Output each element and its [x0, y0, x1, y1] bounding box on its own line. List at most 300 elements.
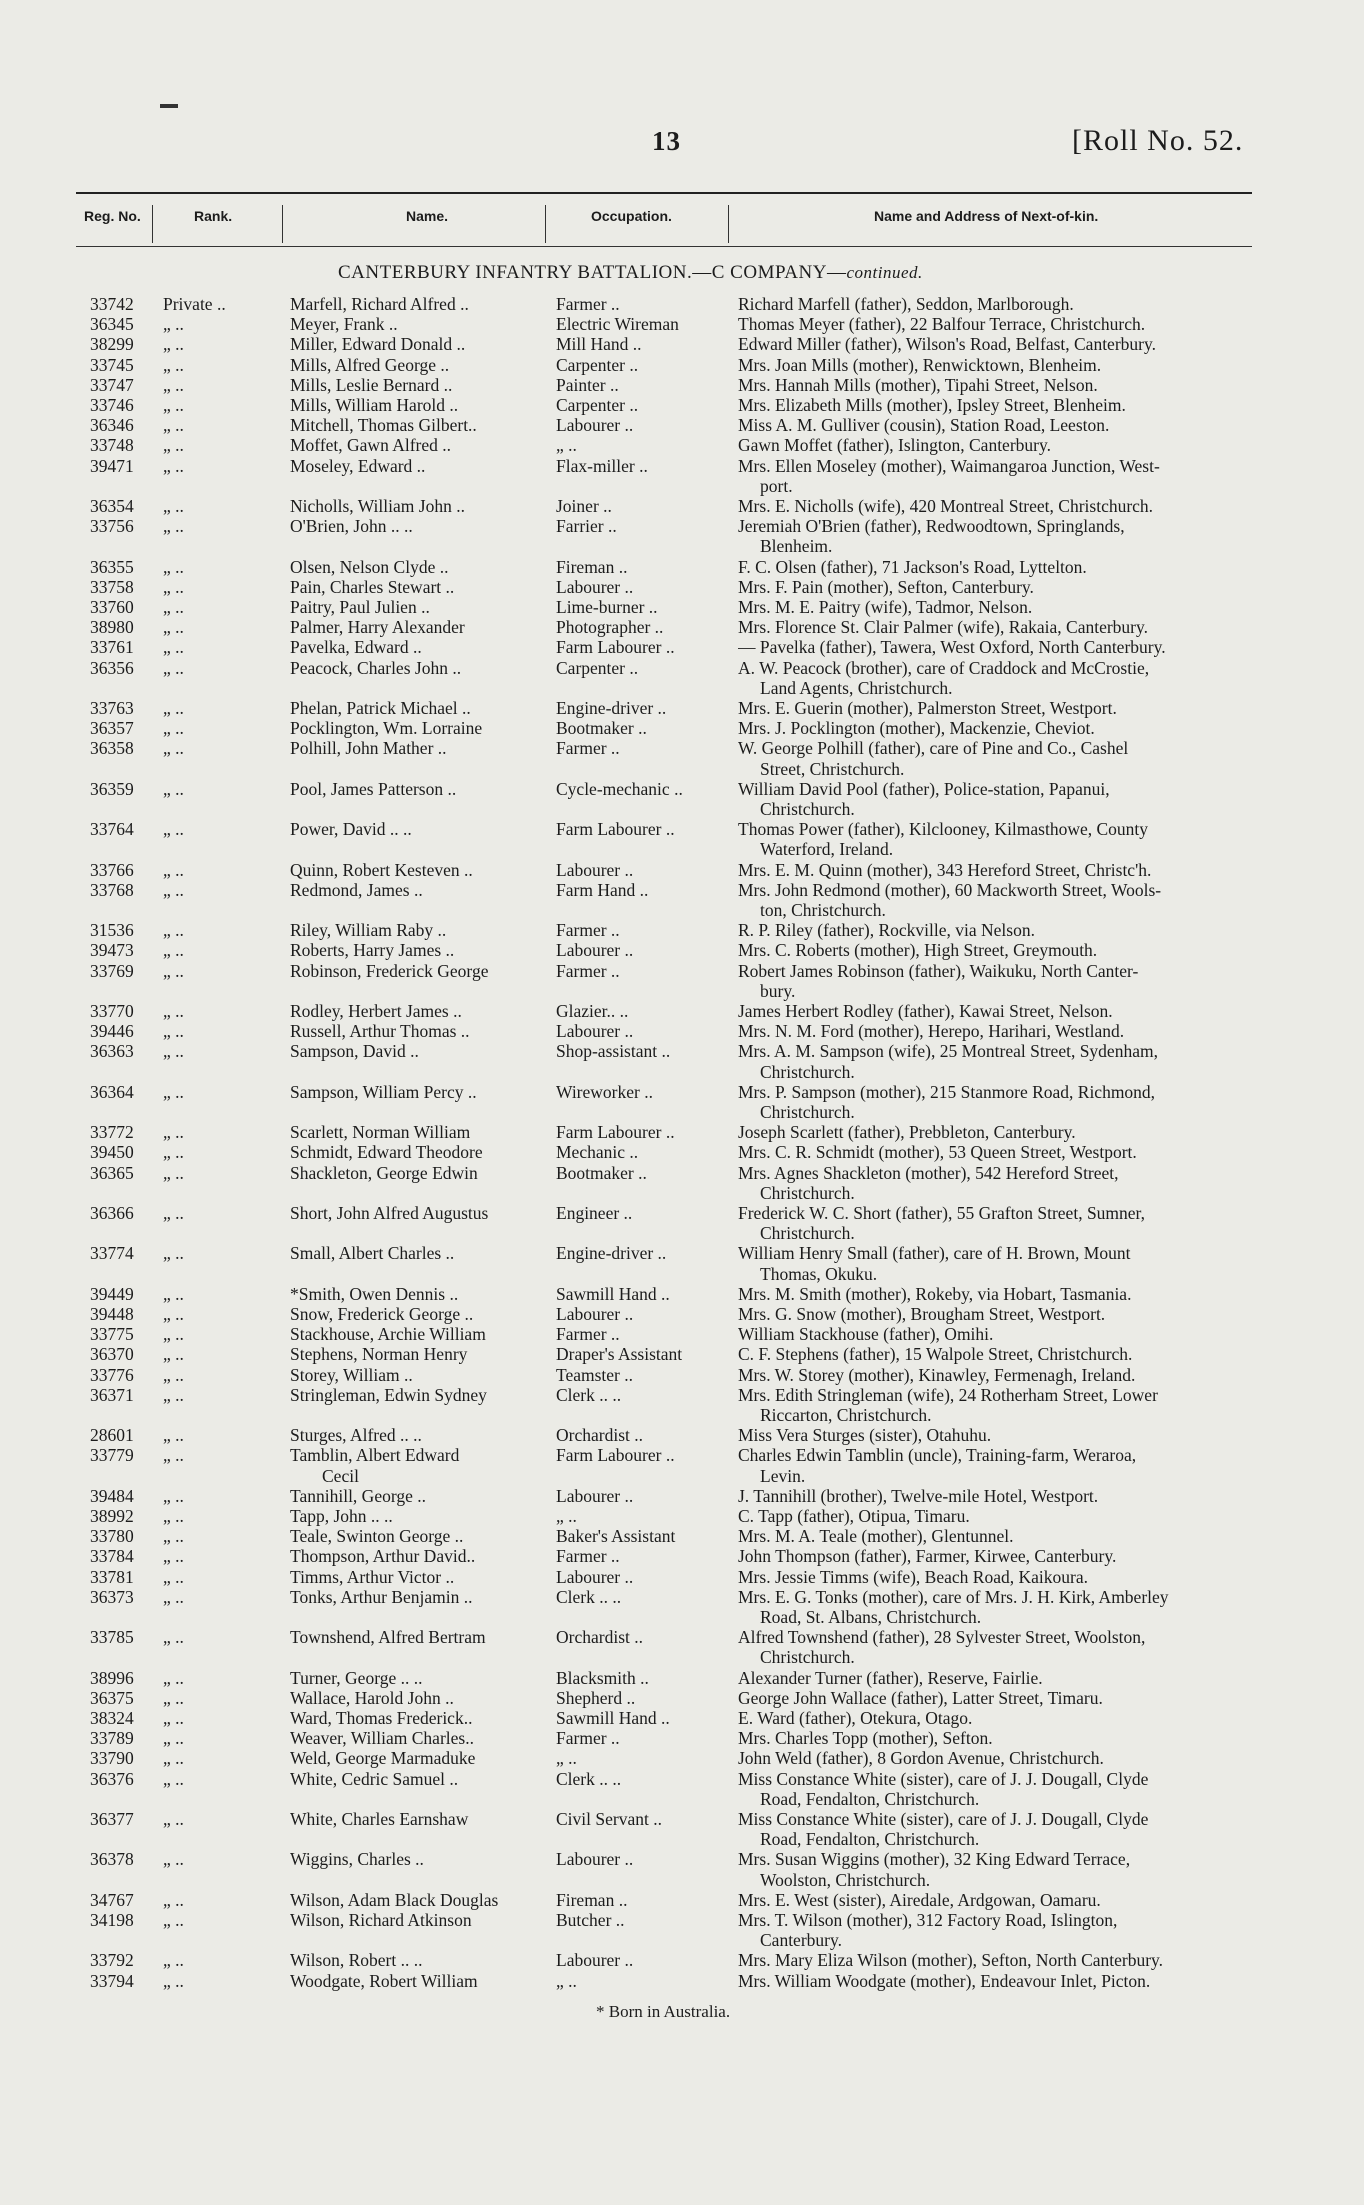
- table-row: [0, 1546, 1364, 1566]
- next-of-kin-cell: Mrs. Mary Eliza Wilson (mother), Sefton, North Canterbury.: [738, 1950, 1164, 1971]
- name-cell: Weaver, William Charles..: [290, 1728, 474, 1749]
- name-cell: Quinn, Robert Kesteven ..: [290, 859, 473, 880]
- reg-no-cell: 31536: [90, 920, 134, 941]
- table-row: [0, 920, 1364, 940]
- reg-no-cell: 38324: [90, 1708, 134, 1728]
- reg-no-cell: 36373: [90, 1586, 134, 1607]
- reg-no-cell: 36356: [90, 657, 134, 678]
- reg-no-cell: 33794: [90, 1970, 134, 1991]
- rank-cell: „ ..: [163, 1344, 184, 1365]
- next-of-kin-cell: Joseph Scarlett (father), Prebbleton, Canterbury.: [738, 1122, 1076, 1143]
- next-of-kin-cell: William David Pool (father), Police-station, Papanui,: [738, 778, 1110, 799]
- next-of-kin-cell: R. P. Riley (father), Rockville, via Nelson.: [738, 920, 1035, 941]
- name-cell: Moseley, Edward ..: [290, 455, 426, 476]
- table-row: [0, 860, 1364, 880]
- table-row: [0, 617, 1364, 637]
- rank-cell: „ ..: [163, 576, 184, 597]
- table-row: [0, 1950, 1364, 1970]
- next-of-kin-cell: Mrs. Edith Stringleman (wife), 24 Rotherham Street, Lower: [738, 1384, 1158, 1405]
- next-of-kin-cell: James Herbert Rodley (father), Kawai Street, Nelson.: [738, 1001, 1113, 1021]
- table-row: [0, 658, 1364, 698]
- next-of-kin-continuation: Thomas, Okuku.: [760, 1263, 878, 1284]
- next-of-kin-cell: C. Tapp (father), Otipua, Timaru.: [738, 1506, 970, 1526]
- header-divider: [152, 205, 153, 243]
- reg-no-cell: 38992: [90, 1506, 134, 1526]
- table-row: [0, 1688, 1364, 1708]
- table-row: [0, 1971, 1364, 1991]
- table-row: [0, 496, 1364, 516]
- next-of-kin-cell: Mrs. M. A. Teale (mother), Glentunnel.: [738, 1526, 1014, 1547]
- rank-cell: „ ..: [163, 1586, 184, 1607]
- occupation-cell: Engine-driver ..: [556, 698, 667, 718]
- rank-cell: „ ..: [163, 1081, 184, 1102]
- table-row: [0, 1142, 1364, 1162]
- name-cell: Weld, George Marmaduke: [290, 1748, 476, 1769]
- occupation-cell: Shepherd ..: [556, 1687, 636, 1708]
- table-row: [0, 1809, 1364, 1849]
- name-cell: Townshend, Alfred Bertram: [290, 1627, 486, 1648]
- occupation-cell: Bootmaker ..: [556, 1162, 647, 1183]
- rank-cell: „ ..: [163, 1041, 184, 1062]
- table-row: [0, 516, 1364, 556]
- occupation-cell: Lime-burner ..: [556, 597, 658, 617]
- name-cell: Tonks, Arthur Benjamin ..: [290, 1586, 473, 1607]
- next-of-kin-cell: Robert James Robinson (father), Waikuku, North Canter-: [738, 960, 1139, 981]
- name-cell: Short, John Alfred Augustus: [290, 1203, 489, 1223]
- next-of-kin-cell: Miss Constance White (sister), care of J. J. Dougall, Clyde: [738, 1809, 1149, 1829]
- occupation-cell: Fireman ..: [556, 556, 628, 577]
- table-row: [0, 1728, 1364, 1748]
- rank-cell: „ ..: [163, 1243, 184, 1264]
- table-row: [0, 1567, 1364, 1587]
- next-of-kin-cell: Thomas Power (father), Kilclooney, Kilmasthowe, County: [738, 819, 1149, 840]
- rank-cell: „ ..: [163, 1485, 184, 1506]
- reg-no-cell: 33775: [90, 1324, 134, 1345]
- name-cell: Thompson, Arthur David..: [290, 1546, 476, 1567]
- occupation-cell: Flax-miller ..: [556, 455, 648, 476]
- reg-no-cell: 36364: [90, 1081, 134, 1102]
- reg-no-cell: 28601: [90, 1425, 134, 1446]
- occupation-cell: Fireman ..: [556, 1889, 628, 1910]
- roll-label: [Roll No. 52.: [1072, 124, 1244, 157]
- rank-cell: „ ..: [163, 334, 184, 355]
- rank-cell: „ ..: [163, 1728, 184, 1749]
- next-of-kin-continuation: Land Agents, Christchurch.: [760, 677, 953, 698]
- reg-no-cell: 39484: [90, 1485, 134, 1506]
- occupation-cell: Draper's Assistant: [556, 1344, 683, 1365]
- reg-no-cell: 33766: [90, 859, 134, 880]
- table-row: [0, 961, 1364, 1001]
- next-of-kin-cell: W. George Polhill (father), care of Pine and Co., Cashel: [738, 738, 1129, 759]
- table-row: [0, 375, 1364, 395]
- reg-no-cell: 36358: [90, 738, 134, 759]
- section-title: CANTERBURY INFANTRY BATTALION.—C COMPANY—: [338, 262, 847, 283]
- rank-cell: „ ..: [163, 879, 184, 900]
- occupation-cell: Carpenter ..: [556, 354, 639, 375]
- next-of-kin-continuation: Riccarton, Christchurch.: [760, 1404, 932, 1425]
- reg-no-cell: 38996: [90, 1667, 134, 1688]
- name-cell: Nicholls, William John ..: [290, 496, 465, 516]
- name-cell: Peacock, Charles John ..: [290, 657, 462, 678]
- occupation-cell: Labourer ..: [556, 1566, 634, 1587]
- rank-cell: „ ..: [163, 1910, 184, 1930]
- table-row: [0, 940, 1364, 960]
- rank-cell: „ ..: [163, 395, 184, 415]
- reg-no-cell: 33785: [90, 1627, 134, 1648]
- rank-cell: „ ..: [163, 455, 184, 476]
- occupation-cell: Labourer ..: [556, 1950, 634, 1971]
- name-cell: Small, Albert Charles ..: [290, 1243, 455, 1264]
- next-of-kin-cell: William Stackhouse (father), Omihi.: [738, 1324, 994, 1345]
- rank-cell: „ ..: [163, 738, 184, 759]
- header-name: Name.: [406, 208, 449, 224]
- next-of-kin-cell: William Henry Small (father), care of H. Brown, Mount: [738, 1243, 1131, 1264]
- next-of-kin-cell: Mrs. Elizabeth Mills (mother), Ipsley Street, Blenheim.: [738, 395, 1126, 415]
- reg-no-cell: 33748: [90, 435, 134, 456]
- reg-no-cell: 33758: [90, 576, 134, 597]
- next-of-kin-cell: Charles Edwin Tamblin (uncle), Training-farm, Weraroa,: [738, 1445, 1137, 1466]
- header-top-rule: [76, 192, 1252, 194]
- occupation-cell: Farm Labourer ..: [556, 637, 675, 658]
- name-cell: O'Brien, John .. ..: [290, 516, 413, 537]
- name-cell: Shackleton, George Edwin: [290, 1162, 478, 1183]
- name-cell: Rodley, Herbert James ..: [290, 1001, 462, 1021]
- table-row: [0, 637, 1364, 657]
- name-cell: Redmond, James ..: [290, 879, 423, 900]
- name-cell: Ward, Thomas Frederick..: [290, 1708, 473, 1728]
- table-row: [0, 1627, 1364, 1667]
- table-row: [0, 1041, 1364, 1081]
- reg-no-cell: 36355: [90, 556, 134, 577]
- reg-no-cell: 36376: [90, 1768, 134, 1789]
- occupation-cell: Farmer ..: [556, 1546, 620, 1567]
- occupation-cell: Farm Labourer ..: [556, 819, 675, 840]
- rank-cell: „ ..: [163, 778, 184, 799]
- rank-cell: „ ..: [163, 1142, 184, 1163]
- reg-no-cell: 36365: [90, 1162, 134, 1183]
- header-divider: [728, 205, 729, 243]
- next-of-kin-cell: C. F. Stephens (father), 15 Walpole Street, Christchurch.: [738, 1344, 1133, 1365]
- reg-no-cell: 33760: [90, 597, 134, 617]
- next-of-kin-continuation: ton, Christchurch.: [760, 899, 886, 920]
- table-row: [0, 1486, 1364, 1506]
- table-row: [0, 1163, 1364, 1203]
- occupation-cell: Civil Servant ..: [556, 1809, 662, 1829]
- next-of-kin-cell: Mrs. T. Wilson (mother), 312 Factory Road, Islington,: [738, 1910, 1118, 1930]
- table-row: [0, 1587, 1364, 1627]
- table-row: [0, 1365, 1364, 1385]
- next-of-kin-continuation: Christchurch.: [760, 1647, 855, 1668]
- next-of-kin-continuation: Road, St. Albans, Christchurch.: [760, 1606, 982, 1627]
- next-of-kin-cell: Mrs. Charles Topp (mother), Sefton.: [738, 1728, 993, 1749]
- table-row: [0, 1425, 1364, 1445]
- name-cell: White, Charles Earnshaw: [290, 1809, 469, 1829]
- next-of-kin-continuation: Christchurch.: [760, 1101, 855, 1122]
- rank-cell: „ ..: [163, 556, 184, 577]
- rank-cell: „ ..: [163, 1021, 184, 1042]
- name-cell: Stackhouse, Archie William: [290, 1324, 486, 1345]
- next-of-kin-cell: Mrs. M. E. Paitry (wife), Tadmor, Nelson.: [738, 597, 1033, 617]
- header-bottom-rule: [76, 246, 1252, 247]
- reg-no-cell: 33779: [90, 1445, 134, 1466]
- next-of-kin-cell: Mrs. E. Guerin (mother), Palmerston Street, Westport.: [738, 698, 1117, 718]
- next-of-kin-continuation: Christchurch.: [760, 798, 855, 819]
- table-row: [0, 415, 1364, 435]
- name-cell: Meyer, Frank ..: [290, 314, 398, 335]
- reg-no-cell: 36366: [90, 1203, 134, 1223]
- table-row: [0, 557, 1364, 577]
- next-of-kin-cell: Mrs. G. Snow (mother), Brougham Street, Westport.: [738, 1304, 1106, 1324]
- next-of-kin-cell: Miss Vera Sturges (sister), Otahuhu.: [738, 1425, 992, 1446]
- rank-cell: Private ..: [163, 294, 226, 314]
- table-row: [0, 1001, 1364, 1021]
- table-row: [0, 355, 1364, 375]
- table-row: [0, 1203, 1364, 1243]
- header-reg-no: Reg. No.: [84, 208, 141, 224]
- occupation-cell: Labourer ..: [556, 940, 634, 961]
- reg-no-cell: 33756: [90, 516, 134, 537]
- name-cell: Russell, Arthur Thomas ..: [290, 1021, 470, 1042]
- rank-cell: „ ..: [163, 415, 184, 436]
- name-cell: Tamblin, Albert Edward: [290, 1445, 460, 1466]
- next-of-kin-continuation: Waterford, Ireland.: [760, 839, 894, 860]
- table-row: [0, 577, 1364, 597]
- rank-cell: „ ..: [163, 859, 184, 880]
- occupation-cell: Engineer ..: [556, 1203, 633, 1223]
- footnote: * Born in Australia.: [596, 2002, 731, 2021]
- rank-cell: „ ..: [163, 657, 184, 678]
- name-continuation: Cecil: [322, 1465, 359, 1486]
- name-cell: Timms, Arthur Victor ..: [290, 1566, 455, 1587]
- occupation-cell: Cycle-mechanic ..: [556, 778, 683, 799]
- next-of-kin-continuation: Christchurch.: [760, 1223, 855, 1244]
- occupation-cell: Baker's Assistant: [556, 1526, 676, 1547]
- occupation-cell: „ ..: [556, 1748, 577, 1769]
- occupation-cell: Painter ..: [556, 374, 619, 395]
- next-of-kin-cell: Mrs. E. G. Tonks (mother), care of Mrs. J. H. Kirk, Amberley: [738, 1586, 1169, 1607]
- reg-no-cell: 36345: [90, 314, 134, 335]
- rank-cell: „ ..: [163, 435, 184, 456]
- header-divider: [545, 205, 546, 243]
- next-of-kin-cell: Mrs. E. West (sister), Airedale, Ardgowan, Oamaru.: [738, 1889, 1101, 1910]
- reg-no-cell: 33772: [90, 1122, 134, 1143]
- next-of-kin-continuation: Street, Christchurch.: [760, 758, 905, 779]
- reg-no-cell: 36377: [90, 1809, 134, 1829]
- name-cell: Storey, William ..: [290, 1364, 413, 1385]
- next-of-kin-cell: Mrs. Hannah Mills (mother), Tipahi Street, Nelson.: [738, 374, 1098, 395]
- reg-no-cell: 36363: [90, 1041, 134, 1062]
- next-of-kin-cell: Edward Miller (father), Wilson's Road, Belfast, Canterbury.: [738, 334, 1156, 355]
- next-of-kin-cell: E. Ward (father), Otekura, Otago.: [738, 1708, 973, 1728]
- next-of-kin-cell: Mrs. William Woodgate (mother), Endeavour Inlet, Picton.: [738, 1970, 1151, 1991]
- occupation-cell: Butcher ..: [556, 1910, 625, 1930]
- table-row: [0, 1445, 1364, 1485]
- occupation-cell: „ ..: [556, 1970, 577, 1991]
- reg-no-cell: 36378: [90, 1849, 134, 1870]
- reg-no-cell: 39446: [90, 1021, 134, 1042]
- table-row: [0, 1385, 1364, 1425]
- occupation-cell: Carpenter ..: [556, 657, 639, 678]
- table-row: [0, 779, 1364, 819]
- table-row: [0, 1021, 1364, 1041]
- table-row: [0, 819, 1364, 859]
- reg-no-cell: 34767: [90, 1889, 134, 1910]
- occupation-cell: Farmer ..: [556, 738, 620, 759]
- occupation-cell: Clerk .. ..: [556, 1586, 622, 1607]
- occupation-cell: Farmer ..: [556, 1728, 620, 1749]
- name-cell: Tapp, John .. ..: [290, 1506, 393, 1526]
- name-cell: Mills, Alfred George ..: [290, 354, 450, 375]
- next-of-kin-cell: Mrs. Joan Mills (mother), Renwicktown, Blenheim.: [738, 354, 1102, 375]
- reg-no-cell: 33780: [90, 1526, 134, 1547]
- next-of-kin-cell: Mrs. F. Pain (mother), Sefton, Canterbury.: [738, 576, 1034, 597]
- table-row: [0, 1849, 1364, 1889]
- reg-no-cell: 33770: [90, 1001, 134, 1021]
- name-cell: Pool, James Patterson ..: [290, 778, 457, 799]
- name-cell: Pavelka, Edward ..: [290, 637, 422, 658]
- header-rank: Rank.: [194, 208, 233, 224]
- next-of-kin-cell: Richard Marfell (father), Seddon, Marlborough.: [738, 294, 1074, 314]
- reg-no-cell: 33763: [90, 698, 134, 718]
- next-of-kin-cell: Miss Constance White (sister), care of J. J. Dougall, Clyde: [738, 1768, 1149, 1789]
- reg-no-cell: 36359: [90, 778, 134, 799]
- table-row: [0, 1243, 1364, 1283]
- rank-cell: „ ..: [163, 1304, 184, 1324]
- rank-cell: „ ..: [163, 1526, 184, 1547]
- next-of-kin-cell: Mrs. C. Roberts (mother), High Street, Greymouth.: [738, 940, 1098, 961]
- next-of-kin-cell: Thomas Meyer (father), 22 Balfour Terrace, Christchurch.: [738, 314, 1146, 335]
- rank-cell: „ ..: [163, 1203, 184, 1223]
- table-row: [0, 1748, 1364, 1768]
- table-row: [0, 698, 1364, 718]
- occupation-cell: Farrier ..: [556, 516, 617, 537]
- name-cell: Miller, Edward Donald ..: [290, 334, 466, 355]
- header-next-of-kin: Name and Address of Next-of-kin.: [874, 208, 1099, 224]
- table-row: [0, 1708, 1364, 1728]
- name-cell: Roberts, Harry James ..: [290, 940, 455, 961]
- next-of-kin-cell: A. W. Peacock (brother), care of Craddock and McCrostie,: [738, 657, 1150, 678]
- name-cell: White, Cedric Samuel ..: [290, 1768, 459, 1789]
- occupation-cell: Farmer ..: [556, 960, 620, 981]
- rank-cell: „ ..: [163, 1708, 184, 1728]
- name-cell: Pain, Charles Stewart ..: [290, 576, 455, 597]
- table-row: [0, 314, 1364, 334]
- reg-no-cell: 36357: [90, 718, 134, 739]
- reg-no-cell: 33769: [90, 960, 134, 981]
- name-cell: Phelan, Patrick Michael ..: [290, 698, 471, 718]
- next-of-kin-cell: Miss A. M. Gulliver (cousin), Station Road, Leeston.: [738, 415, 1110, 436]
- rank-cell: „ ..: [163, 1687, 184, 1708]
- name-cell: Snow, Frederick George ..: [290, 1304, 474, 1324]
- table-row: [0, 1344, 1364, 1364]
- occupation-cell: Labourer ..: [556, 1849, 634, 1870]
- name-cell: Woodgate, Robert William: [290, 1970, 478, 1991]
- occupation-cell: Farm Hand ..: [556, 879, 649, 900]
- name-cell: Olsen, Nelson Clyde ..: [290, 556, 449, 577]
- next-of-kin-continuation: Blenheim.: [760, 536, 833, 557]
- rank-cell: „ ..: [163, 960, 184, 981]
- table-row: [0, 1668, 1364, 1688]
- reg-no-cell: 38299: [90, 334, 134, 355]
- occupation-cell: Labourer ..: [556, 1485, 634, 1506]
- table-row: [0, 1082, 1364, 1122]
- occupation-cell: „ ..: [556, 435, 577, 456]
- reg-no-cell: 33747: [90, 374, 134, 395]
- occupation-cell: Orchardist ..: [556, 1425, 643, 1446]
- name-cell: *Smith, Owen Dennis ..: [290, 1283, 459, 1304]
- occupation-cell: Labourer ..: [556, 415, 634, 436]
- reg-no-cell: 33746: [90, 395, 134, 415]
- next-of-kin-cell: Mrs. N. M. Ford (mother), Herepo, Harihari, Westland.: [738, 1021, 1125, 1042]
- header-occupation: Occupation.: [591, 208, 672, 224]
- rank-cell: „ ..: [163, 1364, 184, 1385]
- rank-cell: „ ..: [163, 940, 184, 961]
- table-row: [0, 435, 1364, 455]
- rank-cell: „ ..: [163, 819, 184, 840]
- next-of-kin-cell: Mrs. Jessie Timms (wife), Beach Road, Kaikoura.: [738, 1566, 1088, 1587]
- occupation-cell: Farmer ..: [556, 920, 620, 941]
- name-cell: Stephens, Norman Henry: [290, 1344, 468, 1365]
- occupation-cell: Farmer ..: [556, 294, 620, 314]
- next-of-kin-cell: Mrs. P. Sampson (mother), 215 Stanmore Road, Richmond,: [738, 1081, 1156, 1102]
- rank-cell: „ ..: [163, 1889, 184, 1910]
- name-cell: Pocklington, Wm. Lorraine: [290, 718, 483, 739]
- rank-cell: „ ..: [163, 1627, 184, 1648]
- name-cell: Sturges, Alfred .. ..: [290, 1425, 422, 1446]
- name-cell: Riley, William Raby ..: [290, 920, 447, 941]
- occupation-cell: Labourer ..: [556, 576, 634, 597]
- name-cell: Tannihill, George ..: [290, 1485, 426, 1506]
- rank-cell: „ ..: [163, 698, 184, 718]
- occupation-cell: „ ..: [556, 1506, 577, 1526]
- reg-no-cell: 33768: [90, 879, 134, 900]
- next-of-kin-continuation: port.: [760, 475, 793, 496]
- occupation-cell: Engine-driver ..: [556, 1243, 667, 1264]
- reg-no-cell: 33774: [90, 1243, 134, 1264]
- next-of-kin-cell: Mrs. Susan Wiggins (mother), 32 King Edward Terrace,: [738, 1849, 1131, 1870]
- occupation-cell: Farmer ..: [556, 1324, 620, 1345]
- next-of-kin-cell: Mrs. Florence St. Clair Palmer (wife), Rakaia, Canterbury.: [738, 617, 1149, 638]
- name-cell: Polhill, John Mather ..: [290, 738, 447, 759]
- table-row: [0, 1769, 1364, 1809]
- table-row: [0, 1526, 1364, 1546]
- next-of-kin-cell: — Pavelka (father), Tawera, West Oxford, North Canterbury.: [738, 637, 1166, 658]
- name-cell: Teale, Swinton George ..: [290, 1526, 464, 1547]
- rank-cell: „ ..: [163, 1122, 184, 1143]
- occupation-cell: Farm Labourer ..: [556, 1122, 675, 1143]
- name-cell: Robinson, Frederick George: [290, 960, 489, 981]
- next-of-kin-cell: Mrs. A. M. Sampson (wife), 25 Montreal Street, Sydenham,: [738, 1041, 1158, 1062]
- next-of-kin-continuation: Woolston, Christchurch.: [760, 1869, 931, 1890]
- rank-cell: „ ..: [163, 496, 184, 516]
- occupation-cell: Mill Hand ..: [556, 334, 642, 355]
- occupation-cell: Farm Labourer ..: [556, 1445, 675, 1466]
- reg-no-cell: 33745: [90, 354, 134, 375]
- occupation-cell: Sawmill Hand ..: [556, 1708, 670, 1728]
- rank-cell: „ ..: [163, 617, 184, 638]
- table-row: [0, 334, 1364, 354]
- name-cell: Scarlett, Norman William: [290, 1122, 471, 1143]
- next-of-kin-cell: George John Wallace (father), Latter Street, Timaru.: [738, 1687, 1103, 1708]
- name-cell: Wiggins, Charles ..: [290, 1849, 424, 1870]
- reg-no-cell: 33776: [90, 1364, 134, 1385]
- rank-cell: „ ..: [163, 1425, 184, 1446]
- table-row: [0, 1304, 1364, 1324]
- rank-cell: „ ..: [163, 1748, 184, 1769]
- table-row: [0, 1284, 1364, 1304]
- occupation-cell: Mechanic ..: [556, 1142, 639, 1163]
- rank-cell: „ ..: [163, 374, 184, 395]
